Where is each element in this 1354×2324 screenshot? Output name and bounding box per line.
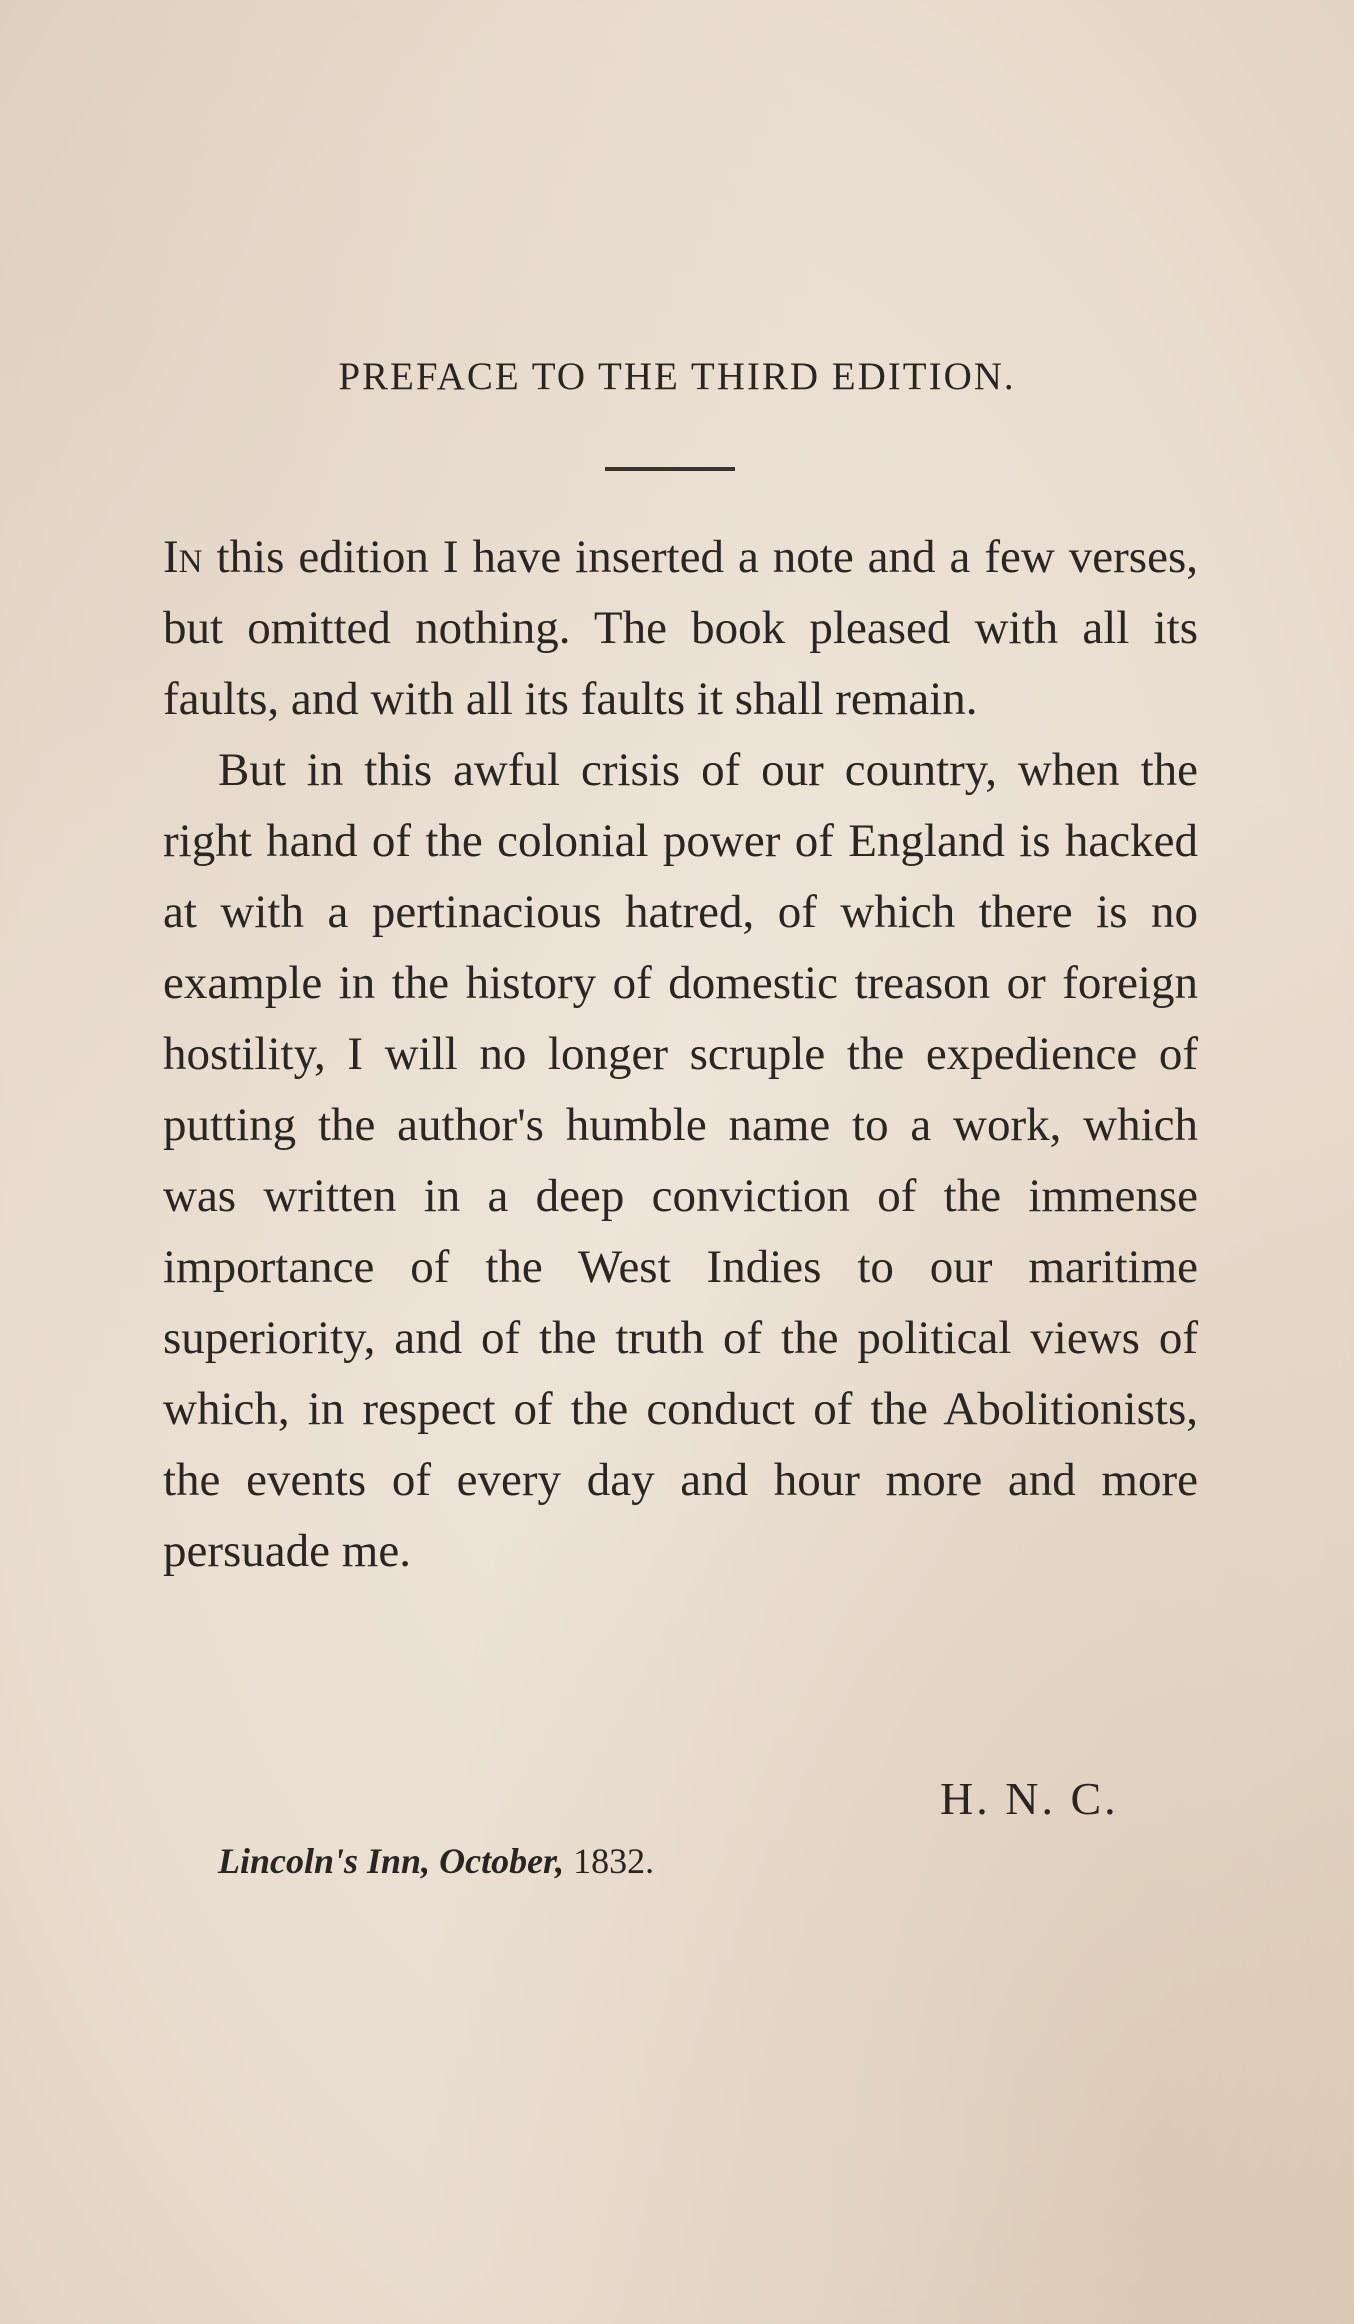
dateline-month: October, (439, 1841, 565, 1881)
dateline-year: 1832. (573, 1841, 655, 1881)
page-title: PREFACE TO THE THIRD EDITION. (338, 355, 1016, 398)
body-text (163, 522, 1198, 1587)
paragraph-1 (163, 522, 1198, 735)
title-rule (605, 467, 735, 471)
paragraph-1-text: this edition I have inserted a note and a few verses, but omitted nothing. The book pleased with all its faults, and with all its faults it shall remain. (163, 531, 1198, 725)
dateline (218, 1840, 654, 1882)
paragraph-2: But in this awful crisis of our country, when the right hand of the colonial power of England is hacked at with a pertinacious hatred, of which there is no example in the history of domestic treason or foreign hostility, I will no longer scruple the expedience of putting the author's humble name to a work, which was written in a deep conviction of the immense importance of the West Indies to our maritime superiority, and of the truth of the political views of which, in respect of the conduct of the Abolitionists, the events of every day and hour more and more persuade me. (163, 744, 1198, 1577)
signature: H. N. C. (940, 1773, 1119, 1824)
paragraph-1-lead-in: In (163, 531, 203, 583)
dateline-place: Lincoln's Inn, (218, 1841, 431, 1881)
